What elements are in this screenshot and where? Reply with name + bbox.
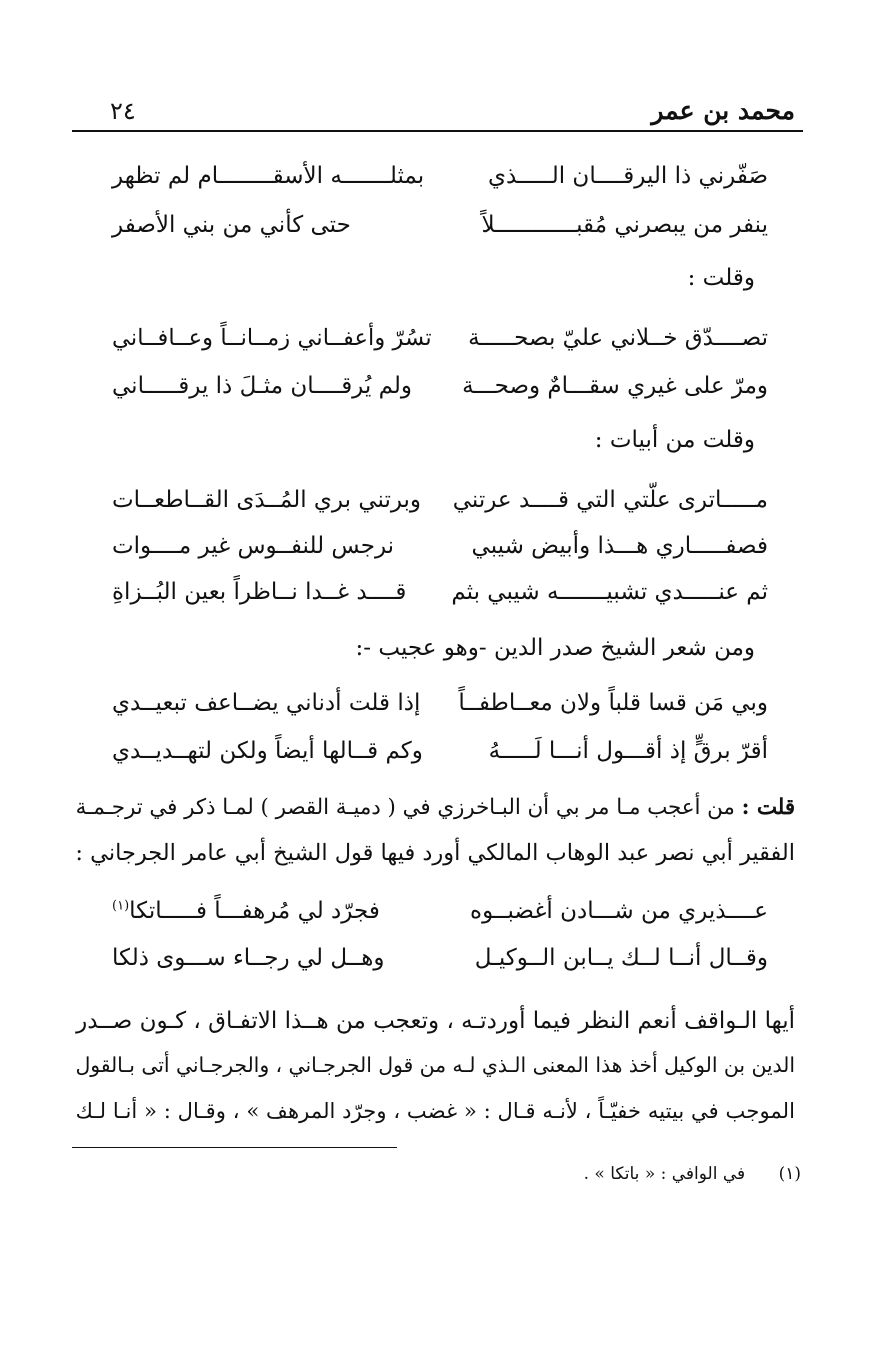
paragraph-text: من أعجب مـا مر بي أن البـاخرزي في ( دميـة القصر ) لمـا ذكر في ترجـمـة [75,795,735,820]
section-label: وقلت من أبيات : [594,427,755,453]
footnote-text: في الوافي : « باتكا » . [583,1164,746,1184]
verse-hemistich-right: أقرّ برقٍّ إذ أقـــول أنـــا لَـــــهُ [488,738,768,764]
verse-hemistich-right: فصفـــــاري هـــذا وأبيض شيبي [471,533,768,559]
footnote-divider [72,1147,397,1148]
verse-hemistich-left: بمثلـــــــه الأسقــــــــام لم تظهر [112,163,425,189]
verse-hemistich-left: وكم قــالها أيضاً ولكن لتهــديــدي [112,738,423,764]
verse-hemistich-right: عــــذيري من شـــادن أغضبــوه [470,898,768,924]
paragraph-line: الدين بن الوكيل أخذ هذا المعنى الـذي لـه من قول الجرجـاني ، والجرجـاني أتى بـالقول [75,1053,795,1077]
paragraph-line: الموجب في بيتيه خفيّـاً ، لأنـه قـال : « غضب ، وجرّد المرهف » ، وقـال : « أنـا لـك [75,1098,795,1123]
verse-hemistich-left: ولم يُرقــــان مثـلَ ذا يرقـــــاني [112,373,413,399]
footnote [584,1164,801,1184]
paragraph-line [76,795,795,820]
verse-hemistich-left: تسُرّ وأعفــاني زمــانــاً وعــافــاني [112,325,432,351]
verse-hemistich-left: قــــد غــدا نــاظراً بعين البُــزاةِ [112,579,407,605]
verse-text: فجرّد لي مُرهفـــاً فـــــاتكا [129,898,380,924]
verse-hemistich-right: تصــــدّق خــلاني عليّ بصحـــــة [468,325,768,351]
footnote-marker: (١) [112,898,130,914]
verse-hemistich-right: وقــال أنــا لــك يــابن الــوكيـل [474,945,768,971]
verse-hemistich-left: إذا قلت أدناني يضــاعف تبعيــدي [112,690,421,716]
verse-hemistich-right: وبي مَن قسا قلباً ولان معــاطفــاً [458,690,768,716]
verse-hemistich-left: وبرتني بري المُــدَى القــاطعــات [112,487,422,513]
paragraph-line: أيها الـواقف أنعم النظر فيما أوردتـه ، وتعجب من هــذا الاتفـاق ، كـون صــدر [76,1008,795,1034]
page-number: ٢٤ [110,97,136,125]
running-header-title: محمد بن عمر [651,96,795,125]
verse-hemistich-left: نرجس للنفــوس غير مــــوات [112,533,395,559]
header-divider [72,130,803,132]
footnote-number: (١) [778,1164,801,1184]
section-label: وقلت : [687,265,755,291]
verse-hemistich-right: صَفّرني ذا اليرقــــان الـــــذي [487,163,768,189]
verse-hemistich-right: ثم عنـــــدي تشبيـــــــه شيبي بثم [451,579,768,605]
section-label: ومن شعر الشيخ صدر الدين -وهو عجيب -: [355,635,755,661]
verse-hemistich-left [112,898,380,924]
verse-hemistich-right: مـــــاترى علّتي التي قــــد عرتني [452,487,768,513]
paragraph-line: الفقير أبي نصر عبد الوهاب المالكي أورد فيها قول الشيخ أبي عامر الجرجاني : [75,840,795,866]
verse-hemistich-right: ينفر من يبصرني مُقبــــــــــــلاً [481,212,768,238]
verse-hemistich-left: حتى كأني من بني الأصفر [112,212,351,238]
paragraph-lead: قلت : [741,795,795,820]
verse-hemistich-left: وهــل لي رجــاء ســـوى ذلكا [112,945,385,971]
verse-hemistich-right: ومرّ على غيري سقـــامٌ وصحـــة [462,373,768,399]
